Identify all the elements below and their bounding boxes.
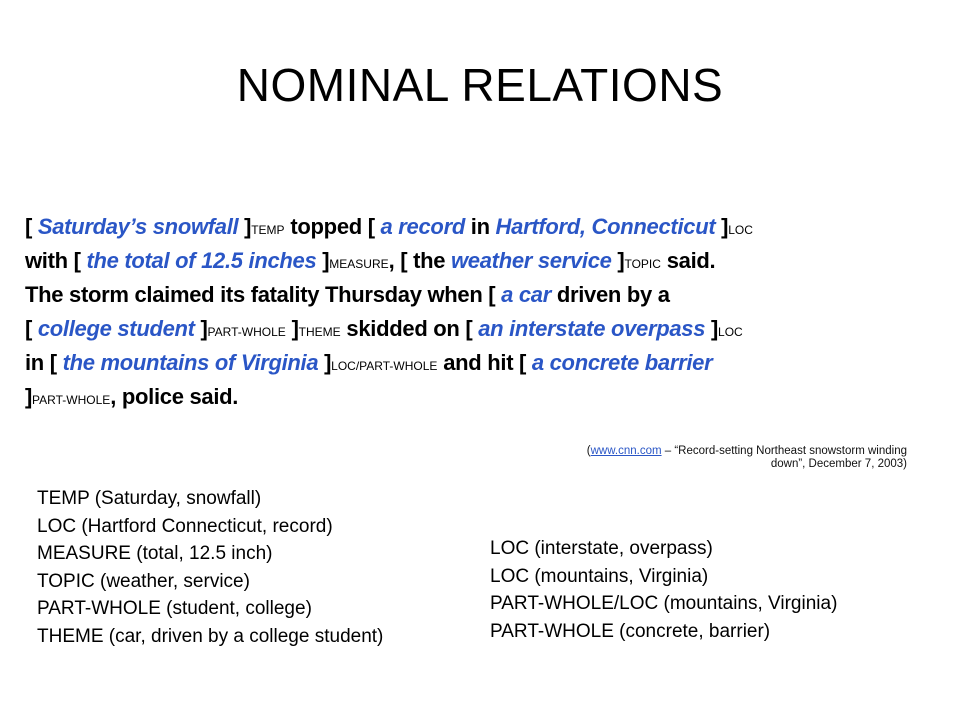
entity-highlight: Saturday’s snowfall	[37, 214, 239, 239]
text: ]	[194, 316, 208, 341]
text: [	[25, 316, 38, 341]
passage-line-4	[25, 312, 925, 346]
entity-highlight: a record	[380, 214, 465, 239]
entity-highlight: Hartford, Connecticut	[495, 214, 716, 239]
relations-list-left	[37, 485, 383, 650]
entity-highlight: the mountains of Virginia	[62, 350, 319, 375]
relation-item: PART-WHOLE/LOC (mountains, Virginia)	[490, 593, 838, 614]
relation-tag: PART-WHOLE	[32, 393, 111, 407]
relation-tag: PART-WHOLE	[207, 325, 286, 339]
citation-text: down”, December 7, 2003)	[770, 458, 907, 470]
relation-tag: LOC	[718, 325, 743, 339]
entity-highlight: college student	[37, 316, 195, 341]
relation-tag: MEASURE	[329, 257, 389, 271]
passage-line-6	[25, 380, 925, 414]
relation-tag: TEMP	[251, 223, 285, 237]
text: ]	[715, 214, 729, 239]
text: in [	[25, 350, 63, 375]
annotated-example-figure	[25, 205, 925, 655]
relation-tag: LOC	[728, 223, 753, 237]
text: ]	[285, 316, 299, 341]
text: ]	[238, 214, 252, 239]
relation-item: LOC (interstate, overpass)	[490, 538, 713, 559]
text: ]	[316, 248, 330, 273]
relations-list-right	[490, 535, 837, 645]
relation-item: TOPIC (weather, service)	[37, 570, 250, 592]
citation-text: – “Record-setting Northeast snowstorm winding	[661, 445, 907, 457]
relation-tag: LOC/PART-WHOLE	[331, 359, 438, 373]
source-link[interactable]: www.cnn.com	[590, 445, 662, 457]
text: , [ the	[388, 248, 451, 273]
text: driven by a	[551, 282, 670, 307]
text: with [	[25, 248, 87, 273]
relation-item: MEASURE (total, 12.5 inch)	[37, 543, 273, 564]
text: ]	[611, 248, 625, 273]
entity-highlight: an interstate overpass	[478, 316, 706, 341]
text: topped [	[284, 214, 381, 239]
entity-highlight: weather service	[451, 248, 612, 273]
text: The storm claimed its fatality Thursday when [	[25, 282, 502, 307]
entity-highlight: a car	[501, 282, 552, 307]
relation-item: LOC (mountains, Virginia)	[490, 565, 709, 587]
passage-line-5	[25, 346, 925, 380]
citation-open-paren: (	[586, 445, 591, 457]
entity-highlight: a concrete barrier	[531, 350, 713, 375]
text: , police said.	[110, 384, 239, 409]
passage-line-2	[25, 244, 925, 278]
text: in	[464, 214, 496, 239]
relation-tag: THEME	[298, 325, 341, 339]
relation-item: PART-WHOLE (concrete, barrier)	[490, 620, 771, 642]
text: said.	[660, 248, 716, 273]
passage-line-1	[25, 210, 925, 244]
relation-item: LOC (Hartford Connecticut, record)	[37, 515, 333, 537]
text: and hit [	[437, 350, 532, 375]
entity-highlight: the total of 12.5 inches	[86, 248, 317, 273]
relation-tag: TOPIC	[624, 257, 661, 271]
text: ]	[25, 384, 33, 409]
relation-item: THEME (car, driven by a college student)	[37, 625, 384, 647]
relation-item: PART-WHOLE (student, college)	[37, 598, 312, 619]
slide-title: NOMINAL RELATIONS	[236, 59, 724, 111]
text: ]	[318, 350, 332, 375]
source-citation	[507, 445, 907, 471]
relation-item: TEMP (Saturday, snowfall)	[37, 488, 262, 509]
passage-line-3	[25, 278, 925, 312]
text: skidded on [	[340, 316, 479, 341]
text: ]	[705, 316, 719, 341]
annotated-passage	[25, 210, 925, 414]
text: [	[25, 214, 38, 239]
